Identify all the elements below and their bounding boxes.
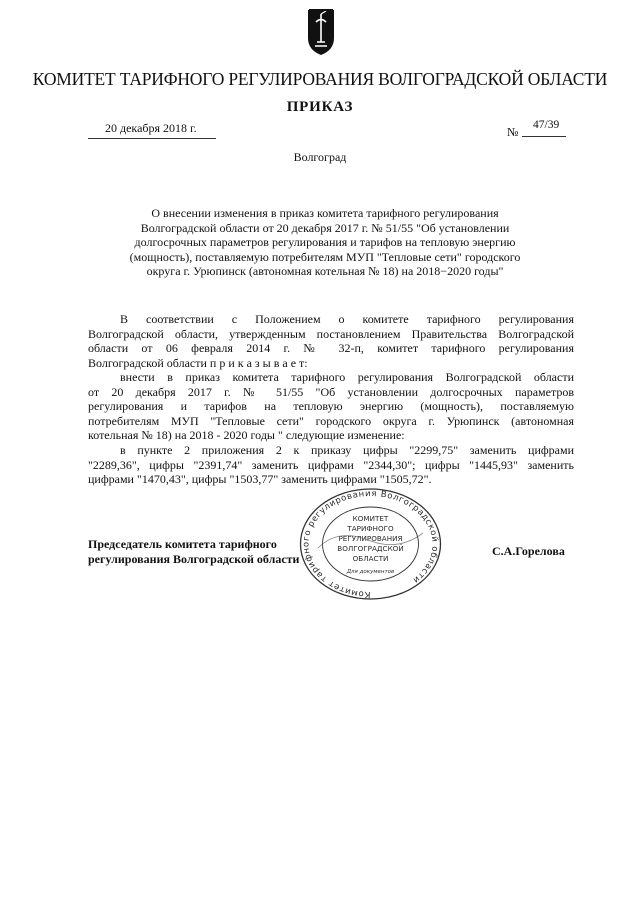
- body-line: потребителям МУП "Тепловые сети" городского округа г. Урюпинск (автономная: [88, 413, 574, 428]
- volgograd-emblem-icon: [306, 8, 336, 56]
- subject-line: О внесении изменения в приказ комитета тарифного регулирования: [151, 206, 499, 220]
- body-line: в пункте 2 приложения 2 к приказу цифры "2299,75" заменить цифрами: [120, 443, 574, 457]
- subject-line: округа г. Урюпинск (автономная котельная № 18) на 2018−2020 годы": [146, 264, 504, 278]
- body-line: цифрами "1470,43", цифры "1503,77" заменить цифрами "1505,72".: [88, 472, 432, 486]
- stamp-line: Для документов: [346, 569, 395, 575]
- number-underline: [522, 136, 566, 137]
- subject-line: (мощность), поставляемую потребителям МУП "Тепловые сети" городского: [129, 249, 521, 264]
- body-line: регулирования и тарифов на тепловую энергию (мощность), поставляемую: [88, 399, 574, 413]
- city: Волгоград: [293, 150, 347, 164]
- body-line: Волгоградской области п р и к а з ы в а е т:: [88, 355, 308, 370]
- subject-line: Волгоградской области от 20 декабря 2017 г. № 51/55 "Об установлении: [140, 220, 510, 235]
- signatory-position: [88, 537, 299, 567]
- body-line: котельная № 18) на 2018 - 2020 годы " следующие изменение:: [88, 428, 405, 442]
- body-line: области от 06 февраля 2014 г. № 32-п, комитет тарифного регулирования: [88, 341, 574, 355]
- signatory-name: С.А.Горелова: [492, 544, 565, 558]
- order-date: 20 декабря 2018 г.: [105, 121, 197, 135]
- stamp-line: КОМИТЕТ: [352, 514, 389, 523]
- body-line: "2289,36", цифры "2391,74" заменить цифрами "2344,30"; цифры "1445,93" заменить: [88, 457, 574, 472]
- official-stamp-icon: [298, 488, 443, 603]
- body-line: В соответствии с Положением о комитете тарифного регулирования: [120, 312, 574, 326]
- stamp-line: РЕГУЛИРОВАНИЯ: [338, 534, 403, 543]
- order-title: ПРИКАЗ: [286, 99, 354, 115]
- stamp-ring-text: Комитет тарифного регулирования Волгоградской области: [301, 488, 440, 600]
- body-paragraph-1: [88, 312, 574, 370]
- stamp-line: ВОЛГОГРАДСКОЙ: [337, 544, 404, 553]
- body-line: Волгоградской области, утвержденным постановлением Правительства Волгоградской: [88, 326, 574, 341]
- body-paragraph-2: [88, 370, 574, 443]
- number-sign: №: [507, 125, 519, 139]
- stamp-line: ОБЛАСТИ: [352, 554, 389, 563]
- order-subject: [110, 206, 540, 279]
- subject-line: долгосрочных параметров регулирования и тарифов на тепловую энергию: [134, 235, 516, 249]
- body-line: от 20 декабря 2017 г. № 51/55 "Об установлении долгосрочных параметров: [88, 384, 574, 399]
- body-line: внести в приказ комитета тарифного регулирования Волгоградской области: [120, 370, 574, 384]
- position-line: Председатель комитета тарифного: [88, 537, 277, 551]
- stamp-line: ТАРИФНОГО: [347, 524, 394, 533]
- date-underline: [88, 138, 216, 139]
- body-paragraph-3: [88, 443, 574, 487]
- order-number: 47/39: [533, 119, 560, 131]
- position-line: регулирования Волгоградской области: [88, 552, 300, 566]
- committee-name: КОМИТЕТ ТАРИФНОГО РЕГУЛИРОВАНИЯ ВОЛГОГРАДСКОЙ ОБЛАСТИ: [32, 69, 608, 89]
